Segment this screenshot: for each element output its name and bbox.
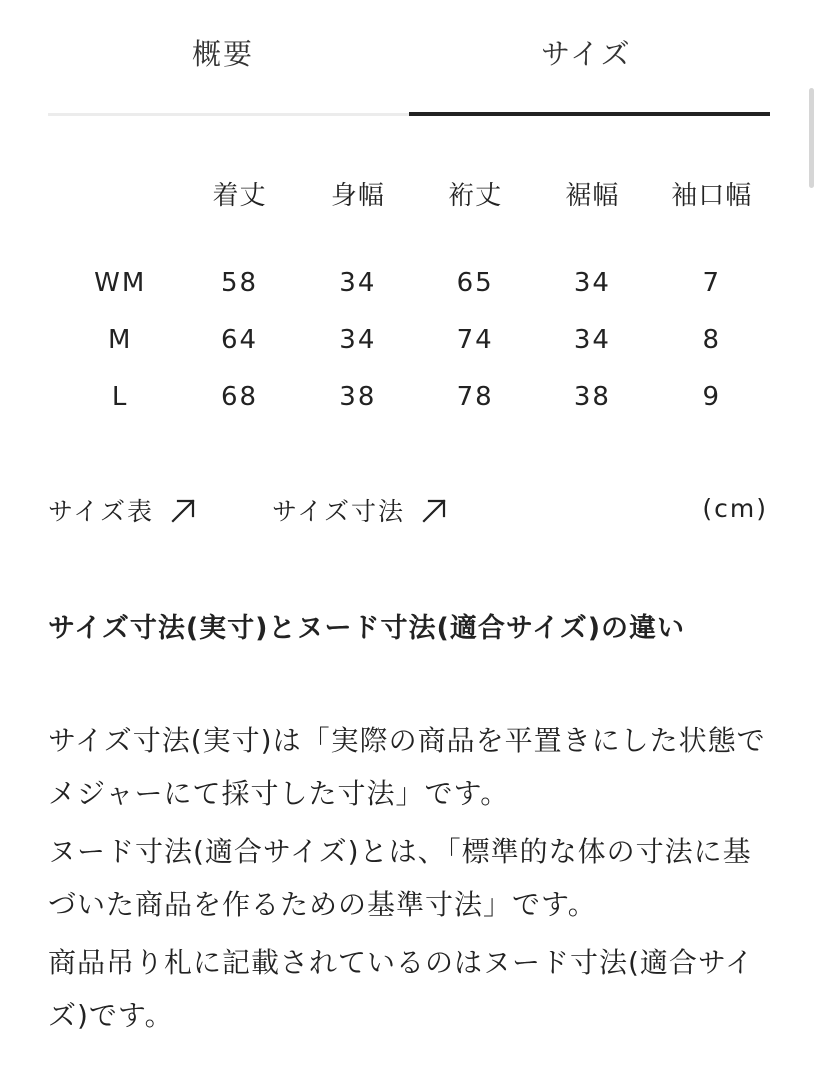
size-links: [48, 492, 770, 536]
size-chart-link[interactable]: [48, 492, 198, 528]
table-cell: 58: [220, 267, 259, 298]
table-row: [60, 311, 772, 368]
table-cell-size: WM: [94, 267, 147, 298]
table-cell: 34: [339, 324, 377, 355]
table-header-cuff-width: 袖口幅: [671, 180, 753, 211]
tab-overview-label: 概要: [192, 37, 255, 71]
table-cell: 78: [456, 381, 494, 412]
tab-overview[interactable]: [48, 0, 409, 116]
table-cell: 68: [220, 381, 259, 412]
scrollbar[interactable]: [809, 88, 814, 188]
table-cell: 34: [339, 267, 377, 298]
table-header-row: [60, 170, 772, 216]
table-cell-size: M: [107, 324, 133, 355]
table-cell: 34: [573, 267, 611, 298]
size-dimensions-link[interactable]: [272, 492, 449, 528]
table-cell: 74: [456, 324, 494, 355]
table-row: [60, 368, 772, 425]
table-cell-size: L: [111, 381, 129, 412]
table-cell: 64: [220, 324, 259, 355]
table-cell: 65: [456, 267, 494, 298]
table-cell: 38: [339, 381, 377, 412]
size-chart-link-label: サイズ表: [48, 497, 155, 526]
table-header-sleeve-length: 裄丈: [448, 180, 503, 211]
tab-overview-underline: [48, 113, 409, 116]
tab-bar: [48, 0, 770, 116]
size-table: [60, 170, 772, 425]
table-header-hem-width: 裾幅: [565, 180, 620, 211]
table-cell: 9: [702, 381, 722, 412]
tab-size[interactable]: [409, 0, 770, 116]
arrow-up-right-icon: [419, 495, 449, 525]
section-title: サイズ寸法(実寸)とヌード寸法(適合サイズ)の違い: [48, 613, 686, 644]
table-cell: 8: [702, 324, 722, 355]
description-paragraph: 商品吊り札に記載されているのはヌード寸法(適合サイズ)です。: [48, 946, 754, 1032]
table-header-width: 身幅: [330, 180, 385, 211]
description-paragraph: ヌード寸法(適合サイズ)とは、「標準的な体の寸法に基づいた商品を作るための基準寸法」です。: [48, 835, 752, 921]
description-paragraph: サイズ寸法(実寸)は「実際の商品を平置きにした状態でメジャーにて採寸した寸法」です。: [48, 724, 766, 810]
tab-size-underline: [409, 112, 770, 116]
table-cell: 7: [702, 267, 722, 298]
table-cell: 34: [573, 324, 611, 355]
table-row: [60, 254, 772, 311]
unit-label: (cm): [702, 494, 768, 523]
table-header-size: [60, 170, 180, 216]
table-header-length: 着丈: [212, 180, 267, 211]
arrow-up-right-icon: [168, 495, 198, 525]
table-cell: 38: [573, 381, 611, 412]
size-dimensions-link-label: サイズ寸法: [272, 497, 406, 526]
tab-size-label: サイズ: [541, 37, 632, 71]
